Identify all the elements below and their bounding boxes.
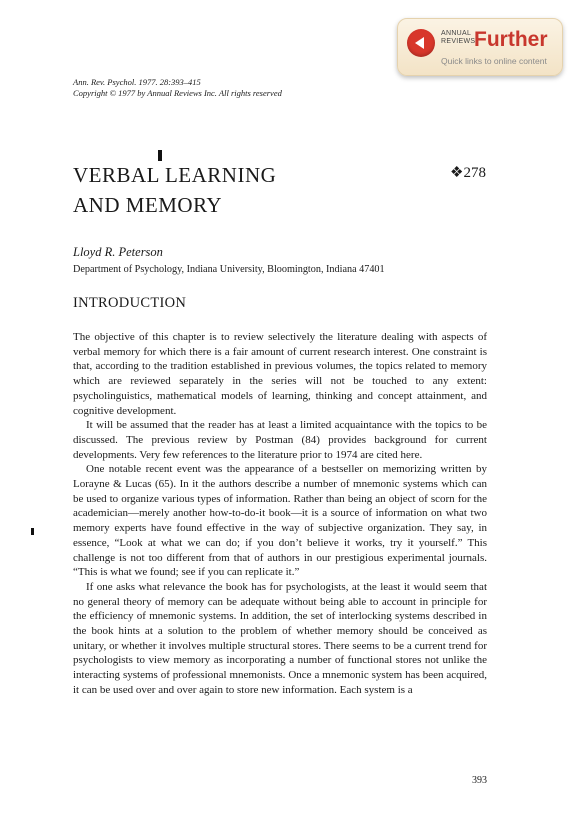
paragraph: The objective of this chapter is to review selectively the literature dealing with aspects of verbal memory for which there is a fair amount of current research interest. One constraint is that, according to the tradition established in previous volumes, the topics related to memory which are reviewed separately in the series will not be touched to any extent: psycholinguistics, mathematical models of learning, thinking and concept attainment, and cognitive development. [73,331,487,417]
paragraph: One notable recent event was the appearance of a bestseller on memorizing written by Lorayne & Lucas (65). In it the authors describe a number of mnemonic systems which can be used to organize various types of information. Rather than being an object of scorn for the academician—merely another how-to-do-it book—it is a source of information on what two memory experts have found effective in the way of subjective organization. They say, in essence, “Look at what we can do; if you don’t believe it works, try it yourself.” This challenge is not too different from that of authors in our prestigious experimental journals. “This is what we found; see if you can replicate it.” [73,463,487,579]
further-badge[interactable] [397,18,563,76]
margin-mark [31,528,34,535]
citation-line1: Ann. Rev. Psychol. 1977. 28:393–415 [73,77,201,87]
badge-publisher [441,30,475,46]
play-arrow-icon [407,29,435,57]
citation [73,77,282,99]
badge-subtitle: Quick links to online content [441,56,547,66]
article-title [73,160,276,220]
article-number: ❖278 [450,165,486,181]
title-line1: VERBAL LEARNING [73,163,277,187]
title-line2: AND MEMORY [73,193,223,217]
section-heading: INTRODUCTION [73,295,187,311]
paragraph: It will be assumed that the reader has at least a limited acquaintance with the topics to be discussed. The previous review by Postman (84) provides background for current developments. Very few references to the literature prior to 1974 are cited here. [73,419,487,461]
page-number: 393 [472,775,487,786]
badge-line2: REVIEWS [441,38,476,45]
affiliation: Department of Psychology, Indiana University, Bloomington, Indiana 47401 [73,264,385,275]
citation-line2: Copyright © 1977 by Annual Reviews Inc. All rights reserved [73,88,282,98]
badge-title: Further [474,28,548,51]
paragraph: If one asks what relevance the book has for psychologists, at the least it would seem that no general theory of memory can be adequate without being able to account in principle for the efficiency of mnemonic systems. In addition, the set of interlocking systems described in the book hints at a solution to the problem of whether memory should be conceived as unitary, or whether it involves multiple structural stores. There seems to be a current trend for psychologists to view memory as incorporating a number of functional stores not unlike the interacting systems of professional mnemonists. Once a mnemonic system has been acquired, it can be used over and over again to store new information. Each system is a [73,580,487,696]
author: Lloyd R. Peterson [73,245,163,259]
badge-line1: ANNUAL [441,30,472,37]
body-text [73,330,487,698]
